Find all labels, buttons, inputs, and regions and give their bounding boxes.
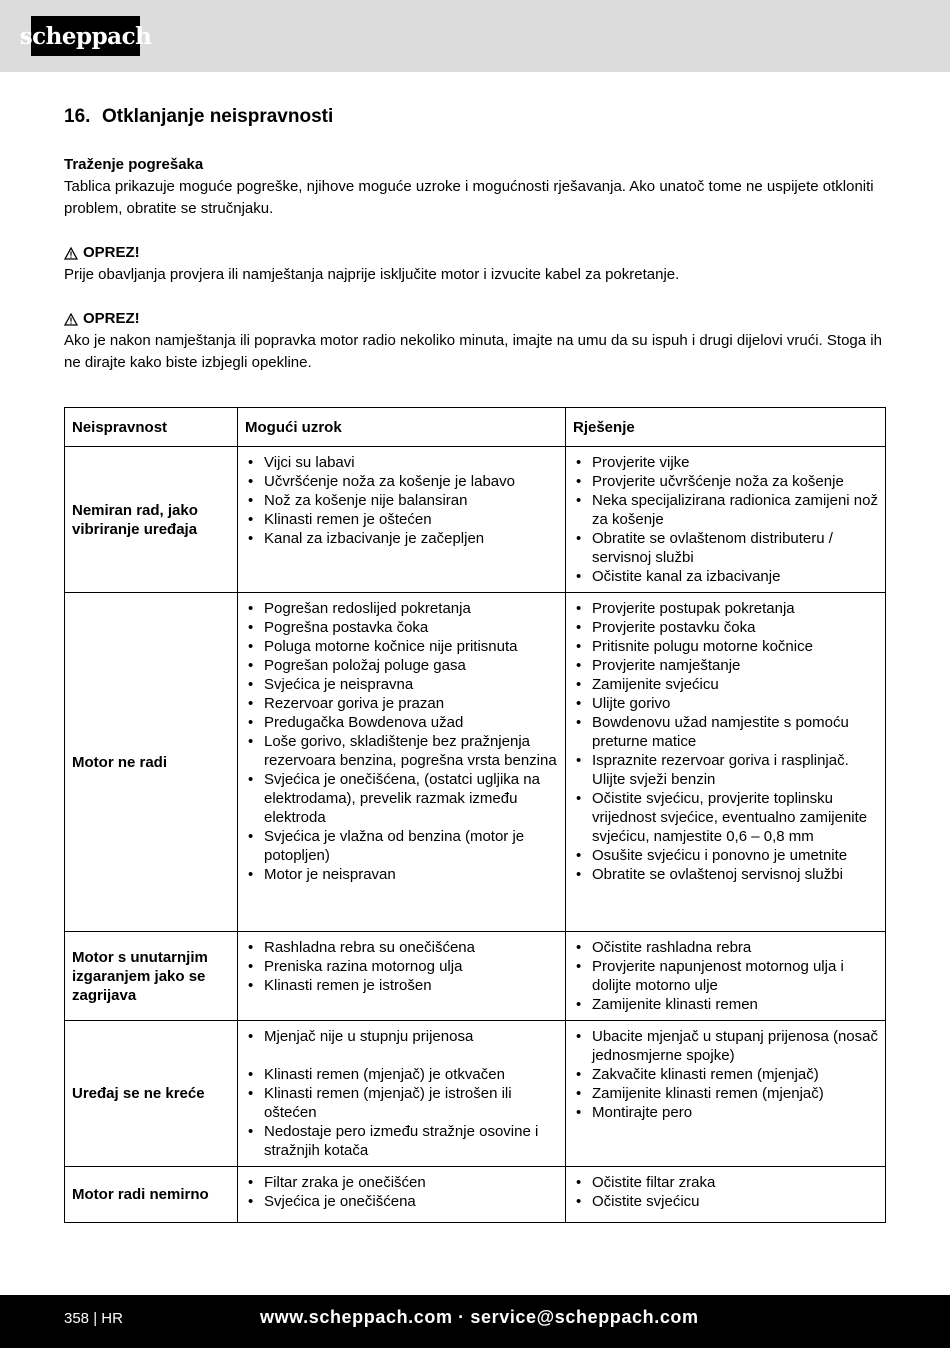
table-row bbox=[65, 1167, 886, 1223]
list-item: • Zamijenite svjećicu bbox=[573, 675, 878, 694]
caution-title: OPREZ! bbox=[83, 244, 140, 261]
list-item: • Ulijte gorivo bbox=[573, 694, 878, 713]
caution-text: Ako je nakon namještanja ili popravka motor radio nekoliko minuta, imajte na umu da su ispuh i drugi dijelovi vrući. Stoga ih ne dirajte kako biste izbjegli opekline. bbox=[64, 332, 882, 371]
cause-cell bbox=[238, 932, 566, 1021]
list-item: • Svjećica je vlažna od benzina (motor je potopljen) bbox=[245, 827, 558, 865]
section-title bbox=[64, 106, 886, 128]
table-row bbox=[65, 447, 886, 593]
list-item: • Pogrešan položaj poluge gasa bbox=[245, 656, 558, 675]
table-row bbox=[65, 932, 886, 1021]
list-item: • Klinasti remen je oštećen bbox=[245, 510, 558, 529]
list-item: • Ubacite mjenjač u stupanj prijenosa (nosač jednosmjerne spojke) bbox=[573, 1027, 878, 1065]
table-row bbox=[65, 593, 886, 932]
page-indicator: 358 | HR bbox=[64, 1310, 123, 1327]
list-item: • Obratite se ovlaštenom distributeru / servisnoj službi bbox=[573, 529, 878, 567]
list-item: • Vijci su labavi bbox=[245, 453, 558, 472]
list-item: • Nož za košenje nije balansiran bbox=[245, 491, 558, 510]
troubleshooting-table bbox=[64, 407, 886, 1223]
caution-text: Prije obavljanja provjera ili namještanja najprije isključite motor i izvucite kabel za pokretanje. bbox=[64, 266, 680, 283]
list-item: • Bowdenovu užad namjestite s pomoću preturne matice bbox=[573, 713, 878, 751]
list-item: • Nedostaje pero između stražnje osovine i stražnjih kotača bbox=[245, 1122, 558, 1160]
solution-cell bbox=[566, 1167, 886, 1223]
header-bar bbox=[0, 0, 950, 72]
list-item: • Pogrešan redoslijed pokretanja bbox=[245, 599, 558, 618]
section-title-text: Otklanjanje neispravnosti bbox=[102, 106, 334, 127]
cause-cell bbox=[238, 1021, 566, 1167]
caution-heading bbox=[64, 308, 886, 330]
intro-text: Tablica prikazuje moguće pogreške, njihove moguće uzroke i mogućnosti rješavanja. Ako unatoč tome ne uspijete otkloniti problem, obratite se stručnjaku. bbox=[64, 178, 874, 217]
list-item: • Svjećica je neispravna bbox=[245, 675, 558, 694]
main-content bbox=[64, 106, 886, 374]
list-item: • Klinasti remen je istrošen bbox=[245, 976, 558, 995]
list-item: • Motor je neispravan bbox=[245, 865, 558, 884]
section-number: 16. bbox=[64, 106, 91, 127]
list-item: • Pritisnite polugu motorne kočnice bbox=[573, 637, 878, 656]
warning-triangle-icon bbox=[64, 247, 78, 260]
list-item: • Provjerite namještanje bbox=[573, 656, 878, 675]
solution-cell bbox=[566, 447, 886, 593]
brand-logo-text: scheppach bbox=[19, 22, 152, 50]
page-number: 358 bbox=[64, 1310, 90, 1327]
list-item: • Rashladna rebra su onečišćena bbox=[245, 938, 558, 957]
fault-cell: Motor radi nemirno bbox=[65, 1167, 238, 1223]
list-item: • Osušite svjećicu i ponovno je umetnite bbox=[573, 846, 878, 865]
list-item: • Zamijenite klinasti remen (mjenjač) bbox=[573, 1084, 878, 1103]
list-item: • Učvršćenje noža za košenje je labavo bbox=[245, 472, 558, 491]
list-item: • Neka specijalizirana radionica zamijeni nož za košenje bbox=[573, 491, 878, 529]
list-item: • Provjerite postavku čoka bbox=[573, 618, 878, 637]
solution-cell bbox=[566, 932, 886, 1021]
list-item: • Provjerite učvršćenje noža za košenje bbox=[573, 472, 878, 491]
list-item: • Ispraznite rezervoar goriva i rasplinjač. Ulijte svježi benzin bbox=[573, 751, 878, 789]
cause-cell bbox=[238, 447, 566, 593]
list-item: • Provjerite napunjenost motornog ulja i dolijte motorno ulje bbox=[573, 957, 878, 995]
caution-heading bbox=[64, 242, 886, 264]
list-item: • Očistite kanal za izbacivanje bbox=[573, 567, 878, 586]
solution-cell bbox=[566, 1021, 886, 1167]
list-item: • Montirajte pero bbox=[573, 1103, 878, 1122]
table-header-row bbox=[65, 408, 886, 447]
brand-logo bbox=[19, 16, 152, 56]
list-item: • Očistite svjećicu, provjerite toplinsku vrijednost svjećice, eventualno zamijenite svjećicu, namjestite 0,6 – 0,8 mm bbox=[573, 789, 878, 846]
list-item: • Preniska razina motornog ulja bbox=[245, 957, 558, 976]
list-item: • Rezervoar goriva je prazan bbox=[245, 694, 558, 713]
list-item: • Klinasti remen (mjenjač) je otkvačen bbox=[245, 1065, 558, 1084]
list-item: • Kanal za izbacivanje je začepljen bbox=[245, 529, 558, 548]
list-item: • Poluga motorne kočnice nije pritisnuta bbox=[245, 637, 558, 656]
website-link[interactable]: www.scheppach.com · service@scheppach.com bbox=[260, 1307, 699, 1327]
list-item: • Klinasti remen (mjenjač) je istrošen ili oštećen bbox=[245, 1084, 558, 1122]
solution-cell bbox=[566, 593, 886, 932]
fault-cell: Uređaj se ne kreće bbox=[65, 1021, 238, 1167]
cause-cell bbox=[238, 1167, 566, 1223]
list-item: • Obratite se ovlaštenoj servisnoj službi bbox=[573, 865, 878, 884]
list-item: • Predugačka Bowdenova užad bbox=[245, 713, 558, 732]
fault-cell: Nemiran rad, jako vibriranje uređaja bbox=[65, 447, 238, 593]
list-item: • Provjerite vijke bbox=[573, 453, 878, 472]
column-header: Rješenje bbox=[566, 408, 886, 447]
list-item: • Mjenjač nije u stupnju prijenosa bbox=[245, 1027, 558, 1046]
fault-cell: Motor s unutarnjim izgaranjem jako se zagrijava bbox=[65, 932, 238, 1021]
caution-title: OPREZ! bbox=[83, 310, 140, 327]
list-item: • Filtar zraka je onečišćen bbox=[245, 1173, 558, 1192]
list-item: • Pogrešna postavka čoka bbox=[245, 618, 558, 637]
list-item: • Svjećica je onečišćena, (ostatci ugljika na elektrodama), prevelik razmak između elektroda bbox=[245, 770, 558, 827]
list-item: • Zamijenite klinasti remen bbox=[573, 995, 878, 1014]
list-item: • Očistite svjećicu bbox=[573, 1192, 878, 1211]
list-item: • Provjerite postupak pokretanja bbox=[573, 599, 878, 618]
list-item: • Očistite filtar zraka bbox=[573, 1173, 878, 1192]
list-item: • Svjećica je onečišćena bbox=[245, 1192, 558, 1211]
subheading: Traženje pogrešaka bbox=[64, 156, 204, 173]
cause-cell bbox=[238, 593, 566, 932]
footer-bar bbox=[0, 1295, 950, 1348]
warning-triangle-icon bbox=[64, 313, 78, 326]
fault-cell: Motor ne radi bbox=[65, 593, 238, 932]
column-header: Mogući uzrok bbox=[238, 408, 566, 447]
language-code: HR bbox=[101, 1310, 123, 1327]
list-item: • Loše gorivo, skladištenje bez pražnjenja rezervoara benzina, pogrešna vrsta benzina bbox=[245, 732, 558, 770]
list-item: • Očistite rashladna rebra bbox=[573, 938, 878, 957]
column-header: Neispravnost bbox=[65, 408, 238, 447]
table-row bbox=[65, 1021, 886, 1167]
list-item: • Zakvačite klinasti remen (mjenjač) bbox=[573, 1065, 878, 1084]
